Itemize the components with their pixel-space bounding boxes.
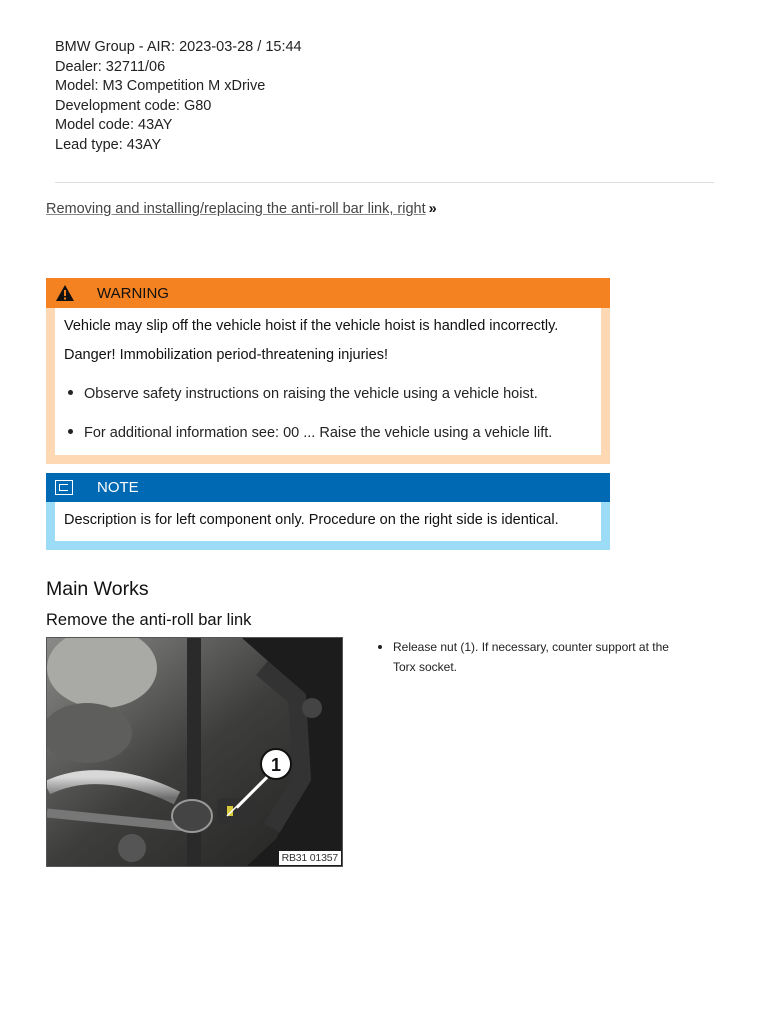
figure-label: RB31 01357 bbox=[279, 851, 341, 865]
section-heading: Main Works bbox=[46, 578, 149, 600]
breadcrumb-link[interactable]: Removing and installing/replacing the anti-roll bar link, right bbox=[46, 201, 426, 217]
warning-bullet-2 bbox=[68, 425, 552, 441]
model-code: Model code: 43AY bbox=[55, 117, 173, 134]
note-box bbox=[46, 473, 610, 550]
dealer-info: Dealer: 32711/06 bbox=[55, 58, 166, 75]
bullet-dot bbox=[68, 390, 73, 395]
callout-number: 1 bbox=[270, 755, 282, 775]
warning-header bbox=[46, 278, 610, 308]
note-text: Description is for left component only. Procedure on the right side is identical. bbox=[64, 512, 559, 528]
warning-box bbox=[46, 278, 610, 464]
procedure-figure bbox=[46, 637, 343, 867]
header-divider bbox=[55, 182, 714, 183]
development-code: Development code: G80 bbox=[55, 97, 212, 114]
note-label: NOTE bbox=[97, 479, 139, 496]
bullet-dot bbox=[378, 645, 382, 649]
figure-photo bbox=[47, 638, 342, 866]
note-hand-icon bbox=[55, 480, 73, 495]
breadcrumb-arrow: » bbox=[428, 201, 437, 217]
air-timestamp: BMW Group - AIR: 2023-03-28 / 15:44 bbox=[55, 39, 302, 55]
bullet-dot bbox=[68, 429, 73, 434]
warning-bullet-1 bbox=[68, 386, 538, 402]
warning-line-2: Danger! Immobilization period-threatening injuries! bbox=[64, 347, 388, 363]
step-text: Release nut (1). If necessary, counter support at the Torx socket. bbox=[393, 640, 669, 674]
warning-line-1: Vehicle may slip off the vehicle hoist if the vehicle hoist is handled incorrectly. bbox=[64, 318, 559, 334]
note-header bbox=[46, 473, 610, 502]
breadcrumb bbox=[46, 201, 437, 217]
model-info: Model: M3 Competition M xDrive bbox=[55, 78, 266, 95]
document-header bbox=[55, 38, 302, 156]
step-instruction bbox=[378, 638, 688, 677]
warning-triangle-icon bbox=[55, 284, 75, 302]
note-content bbox=[55, 502, 601, 541]
warning-content bbox=[55, 308, 601, 455]
warning-label: WARNING bbox=[97, 284, 169, 302]
lead-type: Lead type: 43AY bbox=[55, 136, 162, 153]
bullet-text: For additional information see: 00 ... Raise the vehicle using a vehicle lift. bbox=[84, 425, 553, 441]
bullet-text: Observe safety instructions on raising the vehicle using a vehicle hoist. bbox=[84, 386, 538, 402]
step-heading: Remove the anti-roll bar link bbox=[46, 611, 252, 629]
